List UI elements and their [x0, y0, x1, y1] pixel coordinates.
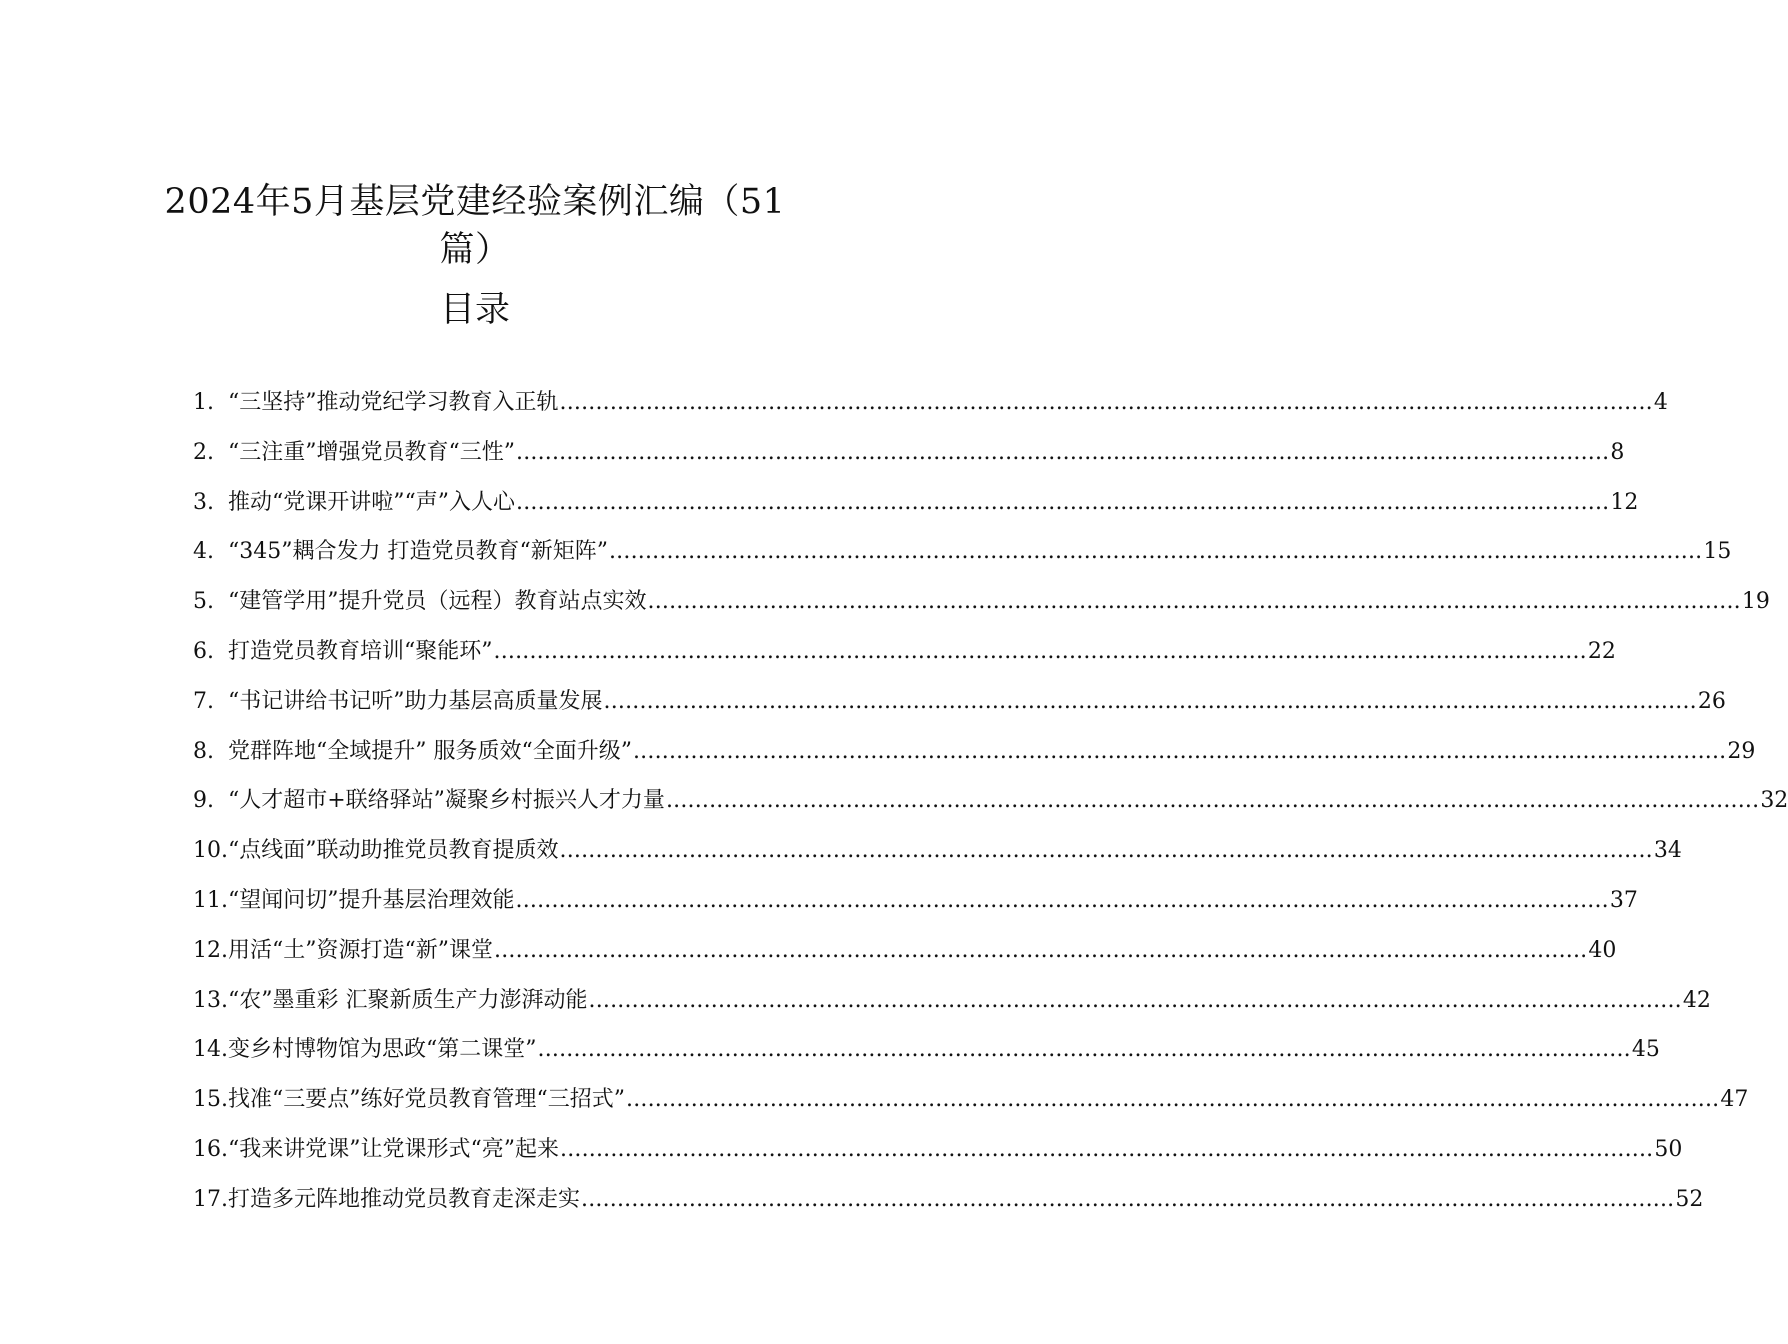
toc-entry-number: 14.: [193, 1037, 228, 1063]
toc-leader-dots: [538, 1025, 1631, 1075]
toc-entry-page: 19: [1741, 589, 1770, 615]
toc-entry-number: 9.: [193, 788, 214, 814]
toc-entry-number: 15.: [193, 1087, 228, 1113]
toc-entry-page: 52: [1675, 1186, 1704, 1212]
toc-entry-title: “望闻问切”提升基层治理效能: [228, 887, 515, 913]
toc-leader-dots: [666, 776, 1759, 826]
toc-entry-page: 42: [1682, 987, 1711, 1013]
toc-entry-title: 推动“党课开讲啦”“声”入人心: [228, 489, 515, 515]
toc-entry-page: 45: [1631, 1037, 1660, 1063]
toc-entry-page: 29: [1727, 738, 1756, 764]
toc-entry[interactable]: [193, 378, 1668, 428]
toc-entry-number: 11.: [193, 887, 228, 913]
toc-entry-page: 50: [1654, 1136, 1683, 1162]
toc-leader-dots: [560, 378, 1653, 428]
toc-entry-title: “345”耦合发力 打造党员教育“新矩阵”: [228, 539, 608, 565]
toc-entry-title: 找准“三要点”练好党员教育管理“三招式”: [228, 1087, 625, 1113]
toc-entry[interactable]: [193, 727, 1756, 777]
toc-entry[interactable]: [193, 976, 1711, 1026]
toc-leader-dots: [494, 926, 1587, 976]
toc-entry-number: 2.: [193, 439, 214, 465]
toc-leader-dots: [560, 826, 1653, 876]
toc-entry-number: 16.: [193, 1136, 228, 1162]
toc-entry-title: “建管学用”提升党员（远程）教育站点实效: [228, 589, 647, 615]
toc-entry-page: 47: [1720, 1087, 1749, 1113]
toc-heading: 目录: [439, 290, 510, 330]
toc-leader-dots: [581, 1175, 1674, 1225]
toc-leader-dots: [516, 428, 1609, 478]
toc-entry-title: “农”墨重彩 汇聚新质生产力澎湃动能: [228, 987, 588, 1013]
toc-entry[interactable]: [193, 826, 1682, 876]
toc-leader-dots: [494, 627, 1587, 677]
toc-leader-dots: [560, 1125, 1653, 1175]
toc-entry[interactable]: [193, 527, 1732, 577]
toc-entry-page: 12: [1610, 489, 1639, 515]
toc-entry-title: “三坚持”推动党纪学习教育入正轨: [228, 390, 559, 415]
toc-entry-page: 4: [1653, 390, 1668, 415]
toc-entry-number: 6.: [193, 638, 214, 664]
toc-entry[interactable]: [193, 1125, 1683, 1175]
toc-entry-number: 8.: [193, 738, 214, 764]
toc-entry[interactable]: [193, 428, 1625, 478]
toc-entry[interactable]: [193, 1025, 1660, 1075]
toc-entry-number: 5.: [193, 589, 214, 615]
toc-entry-title: 打造党员教育培训“聚能环”: [228, 638, 493, 664]
toc-entry[interactable]: [193, 876, 1638, 926]
toc-entry-title: “我来讲党课”让党课形式“亮”起来: [228, 1136, 559, 1162]
toc-leader-dots: [604, 677, 1697, 727]
toc-entry[interactable]: [193, 627, 1616, 677]
toc-entry-number: 7.: [193, 688, 214, 714]
toc-entry[interactable]: [193, 926, 1617, 976]
toc-entry[interactable]: [193, 776, 1788, 826]
toc-entry-title: 变乡村博物馆为思政“第二课堂”: [228, 1037, 537, 1063]
toc-entry-number: 1.: [193, 390, 214, 415]
toc-entry-page: 32: [1760, 788, 1788, 814]
toc-entry-page: 22: [1587, 638, 1616, 664]
title-block: [140, 178, 810, 334]
toc-entry[interactable]: [193, 1075, 1749, 1125]
toc-entry-title: “人才超市+联络驿站”凝聚乡村振兴人才力量: [228, 788, 665, 814]
toc-entry-title: “三注重”增强党员教育“三性”: [228, 439, 515, 465]
toc-entry-title: 打造多元阵地推动党员教育走深走实: [228, 1186, 581, 1212]
document-title: 2024年5月基层党建经验案例汇编（51篇）: [164, 182, 786, 270]
toc-leader-dots: [633, 727, 1726, 777]
toc-entry[interactable]: [193, 1175, 1704, 1225]
toc-entry-title: 党群阵地“全域提升” 服务质效“全面升级”: [228, 738, 632, 764]
toc-entry-number: 10.: [193, 838, 228, 864]
toc-entry-number: 12.: [193, 937, 228, 963]
toc-entry-title: “书记讲给书记听”助力基层高质量发展: [228, 688, 603, 714]
toc-leader-dots: [609, 527, 1702, 577]
toc-entry-page: 15: [1703, 539, 1732, 565]
toc-entry-page: 40: [1588, 937, 1617, 963]
toc-entry-page: 26: [1697, 688, 1726, 714]
toc-entry[interactable]: [193, 677, 1726, 727]
toc-leader-dots: [626, 1075, 1719, 1125]
table-of-contents: [193, 378, 1788, 1225]
toc-entry-page: 34: [1653, 838, 1682, 864]
toc-entry-title: “点线面”联动助推党员教育提质效: [228, 838, 559, 864]
toc-entry-number: 13.: [193, 987, 228, 1013]
toc-entry[interactable]: [193, 577, 1770, 627]
toc-leader-dots: [648, 577, 1741, 627]
toc-entry-number: 4.: [193, 539, 214, 565]
toc-entry-page: 8: [1610, 439, 1625, 465]
toc-entry-number: 17.: [193, 1186, 228, 1212]
toc-entry-title: 用活“土”资源打造“新”课堂: [228, 937, 493, 963]
toc-leader-dots: [516, 478, 1609, 528]
toc-leader-dots: [516, 876, 1609, 926]
toc-leader-dots: [589, 976, 1682, 1026]
toc-entry-number: 3.: [193, 489, 214, 515]
toc-entry[interactable]: [193, 478, 1639, 528]
toc-entry-page: 37: [1609, 887, 1638, 913]
